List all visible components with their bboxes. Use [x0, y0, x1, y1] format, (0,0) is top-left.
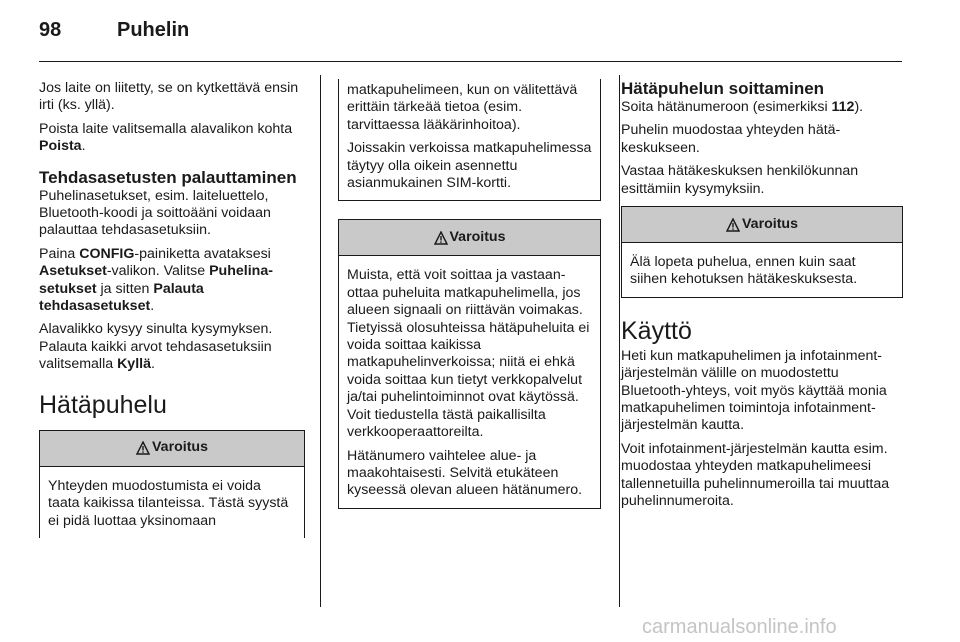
text: ja sitten [96, 280, 154, 297]
term-puhelinasetukset: Puhelinasetukset [39, 263, 273, 297]
warning-box-1 [39, 430, 305, 538]
header-rule [39, 61, 902, 62]
paragraph-remove [39, 121, 305, 156]
warning-signal-text: Muista, että voit soittaa ja vastaanottaa puheluita matkapuhelimella, jos alueen signaali on riittävän voimakas. Tietyissä olosuhteissa hätäpuheluita ei voida soittaa kaikissa matkapuhelinverkoissa; niitä ei ehkä voida soittaa kun tietyt verkkopalvelut ja/tai puhelintoiminnot ovat käytössä. Voit tiedustella tästä paikallisilta verkkooperaattoreilta. [347, 267, 590, 441]
term-palauta: Palauta tehdasasetukset [39, 280, 204, 315]
page-header [0, 0, 960, 62]
warning-triangle-icon [434, 231, 448, 245]
warning-header [339, 220, 600, 256]
warning-box-1-continued [338, 79, 601, 201]
warning-body [339, 256, 600, 507]
text: Poista laite valitsemalla alavalikon kohta [39, 120, 293, 137]
warning-continued-text: matkapuhelimeen, kun on välitettävä erittäin tärkeää tietoa (esim. tarvittaessa lääkärinhoitoa). [347, 82, 578, 133]
warning-box-3 [621, 206, 903, 298]
text: -painiketta avataksesi [134, 245, 271, 262]
text: -valikon. Valitse [106, 263, 210, 280]
warning-triangle-icon [136, 441, 150, 455]
page-title: Puhelin [117, 19, 190, 41]
column-divider-1 [320, 75, 321, 607]
menu-term-poista: Poista [39, 138, 82, 155]
warning-label: Varoitus [742, 215, 798, 232]
warning-label: Varoitus [449, 229, 506, 246]
watermark: carmanualsonline.info [642, 616, 837, 638]
term-asetukset: Asetukset [39, 263, 107, 280]
text: . [81, 138, 86, 155]
page-number: 98 [39, 19, 62, 41]
warning-triangle-icon [726, 218, 740, 232]
heading-usage: Käyttö [621, 316, 692, 345]
warning-header [40, 431, 304, 467]
column-2 [338, 79, 601, 515]
paragraph-factory-steps [39, 246, 305, 316]
warning-body: Älä lopeta puhelua, ennen kuin saat siihen kehotuksen hätäkeskuksesta. [630, 254, 858, 288]
term-config: CONFIG [79, 245, 135, 262]
heading-factory-reset: Tehdasasetusten palauttaminen [39, 167, 297, 187]
column-1 [39, 80, 305, 538]
paragraph-usage-2: Voit infotainment-järjestelmän kautta esim. muodostaa yhteyden matkapuhelimeesi tallennetuilla puhelinnumeroilla tai muuttaa puhelinnumeroita. [621, 440, 890, 510]
text: . [150, 298, 155, 315]
paragraph-dial [621, 99, 903, 116]
warning-label: Varoitus [152, 439, 208, 456]
warning-box-2 [338, 219, 601, 508]
text: Soita hätänumeroon (esimerkiksi [621, 99, 832, 115]
paragraph-disconnect: Jos laite on liitetty, se on kytkettävä ensin irti (ks. yllä). [39, 80, 299, 114]
paragraph-connect: Puhelin muodostaa yhteyden hätäkeskukseen. [621, 122, 841, 156]
column-3 [621, 79, 903, 517]
paragraph-factory-info: Puhelinasetukset, esim. laiteluettelo, Bluetooth-koodi ja soittoääni voidaan palauttaa tehdasasetuksiin. [39, 187, 271, 239]
heading-making-call: Hätäpuhelun soittaminen [621, 79, 825, 98]
paragraph-answer: Vastaa hätäkeskuksen henkilökunnan esittämiin kysymyksiin. [621, 163, 859, 197]
column-divider-2 [619, 75, 620, 607]
warning-number-text: Hätänumero vaihtelee alue- ja maakohtaisesti. Selvitä etukäteen kyseessä olevan alueen hätänumero. [347, 447, 583, 499]
warning-body: Yhteyden muodostumista ei voida taata kaikissa tilanteissa. Tästä syystä ei pidä luottaa yksinomaan [48, 477, 289, 529]
text: Alavalikko kysyy sinulta kysymyksen. Palauta kaikki arvot tehdasasetuksiin valitsemalla [39, 321, 273, 373]
paragraph-confirm [39, 321, 305, 373]
text: . [150, 356, 155, 373]
sim-card-text: Joissakin verkoissa matkapuhelimessa täytyy olla oikein asennettu asianmukainen SIM-kortti. [347, 140, 592, 192]
text: ). [854, 99, 864, 115]
term-kylla: Kyllä [117, 356, 151, 373]
paragraph-usage-1: Heti kun matkapuhelimen ja infotainment-järjestelmän välille on muodostettu Bluetooth-yhteys, voit myös käyttää monia matkapuhelimen toimintoja infotainment-järjestelmän kautta. [621, 347, 887, 434]
warning-body-continued [339, 79, 600, 200]
emergency-number: 112 [831, 99, 855, 115]
heading-emergency-call: Hätäpuhelu [39, 390, 167, 419]
warning-header [622, 207, 902, 243]
text: Paina [39, 245, 80, 262]
